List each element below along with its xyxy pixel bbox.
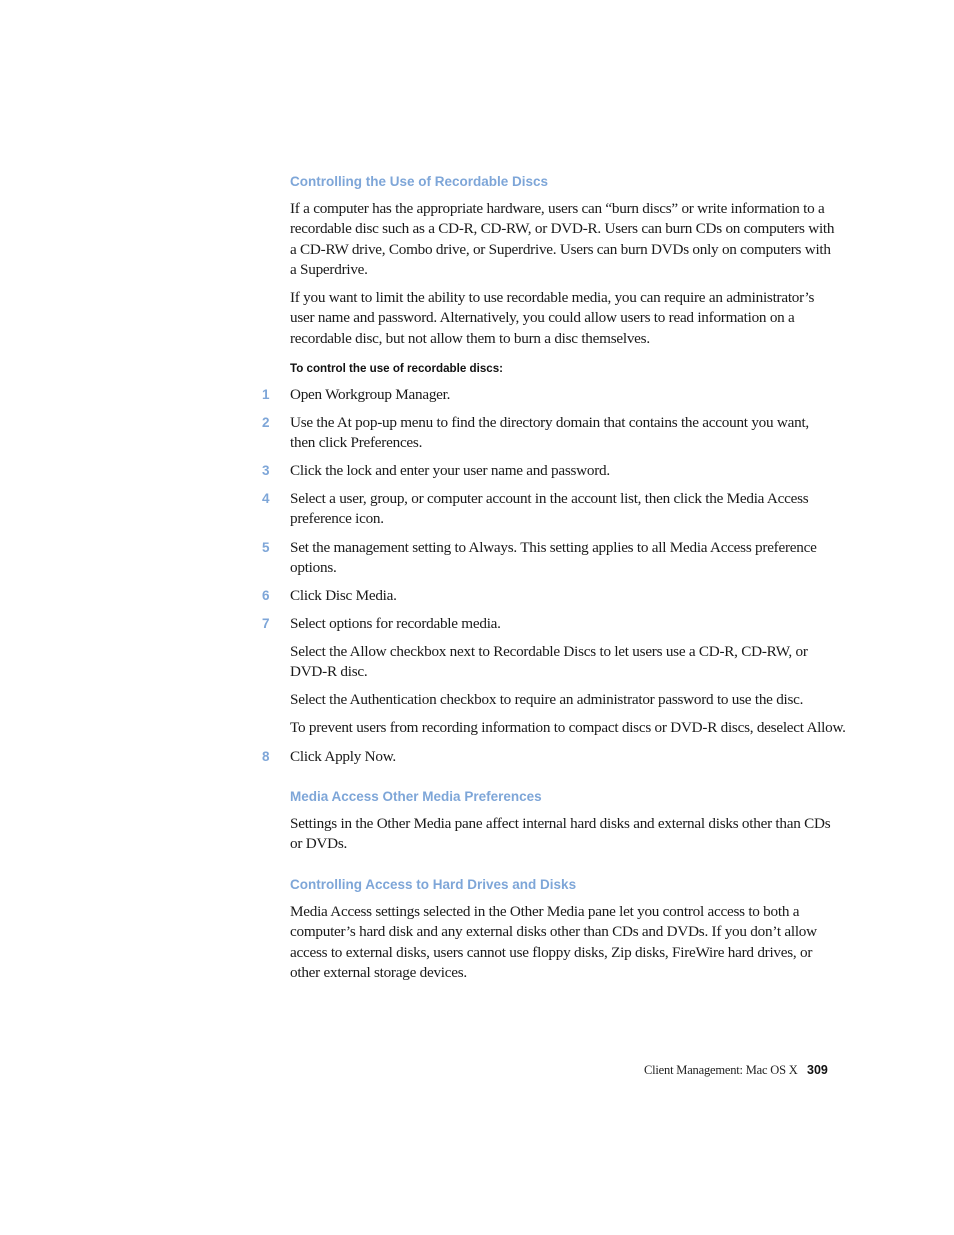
step-text: Click the lock and enter your user name and password. — [290, 462, 610, 479]
step-text: Click Disc Media. — [290, 587, 397, 604]
footer-page-number: 309 — [807, 1063, 828, 1077]
step-text: Select options for recordable media. — [290, 615, 501, 632]
step-number: 4 — [262, 491, 270, 506]
step-note-deselect-allow: To prevent users from recording information to compact discs or DVD-R discs, deselect Allow. — [290, 719, 846, 736]
step-note-authentication-checkbox: Select the Authentication checkbox to require an administrator password to use the disc. — [290, 691, 804, 708]
step-number: 3 — [262, 463, 270, 478]
step-number: 8 — [262, 749, 270, 764]
section-heading-hard-drives: Controlling Access to Hard Drives and Disks — [290, 877, 577, 892]
footer-chapter-title: Client Management: Mac OS X — [644, 1063, 798, 1077]
step-text: Use the At pop-up menu to find the directory domain that contains the account you want, then click Preferences. — [290, 414, 809, 452]
step-number: 2 — [262, 415, 270, 430]
paragraph-other-media: Settings in the Other Media pane affect internal hard disks and external disks other than CDs or DVDs. — [290, 815, 831, 853]
paragraph-recordable-intro: If a computer has the appropriate hardware, users can “burn discs” or write information to a recordable disc such as a CD-R, CD-RW, or DVD-R. Users can burn CDs on computers with a CD-RW drive, Combo drive, or Superdrive. Users can burn DVDs only on computers with a Superdrive. — [290, 200, 835, 279]
step-number: 1 — [262, 387, 270, 402]
procedure-heading: To control the use of recordable discs: — [290, 362, 504, 375]
step-number: 6 — [262, 588, 270, 603]
paragraph-hard-drives: Media Access settings selected in the Other Media pane let you control access to both a computer’s hard disk and any external disks other than CDs and DVDs. If you don’t allow access to external disks, users cannot use floppy disks, Zip disks, FireWire hard drives, or other external storage devices. — [290, 903, 817, 982]
step-note-allow-checkbox: Select the Allow checkbox next to Recordable Discs to let users use a CD-R, CD-RW, or DVD-R disc. — [290, 643, 808, 681]
step-text: Set the management setting to Always. This setting applies to all Media Access preference options. — [290, 539, 817, 577]
step-number: 5 — [262, 540, 270, 555]
step-text: Open Workgroup Manager. — [290, 386, 451, 403]
paragraph-recordable-limit: If you want to limit the ability to use recordable media, you can require an administrator’s user name and password. Alternatively, you could allow users to read information on a recordable disc, but not allow them to burn a disc themselves. — [290, 289, 815, 347]
section-heading-recordable-discs: Controlling the Use of Recordable Discs — [290, 174, 549, 189]
section-heading-other-media: Media Access Other Media Preferences — [290, 789, 542, 804]
step-text: Click Apply Now. — [290, 748, 396, 765]
step-text: Select a user, group, or computer account in the account list, then click the Media Access preference icon. — [290, 490, 809, 528]
step-number: 7 — [262, 616, 270, 631]
